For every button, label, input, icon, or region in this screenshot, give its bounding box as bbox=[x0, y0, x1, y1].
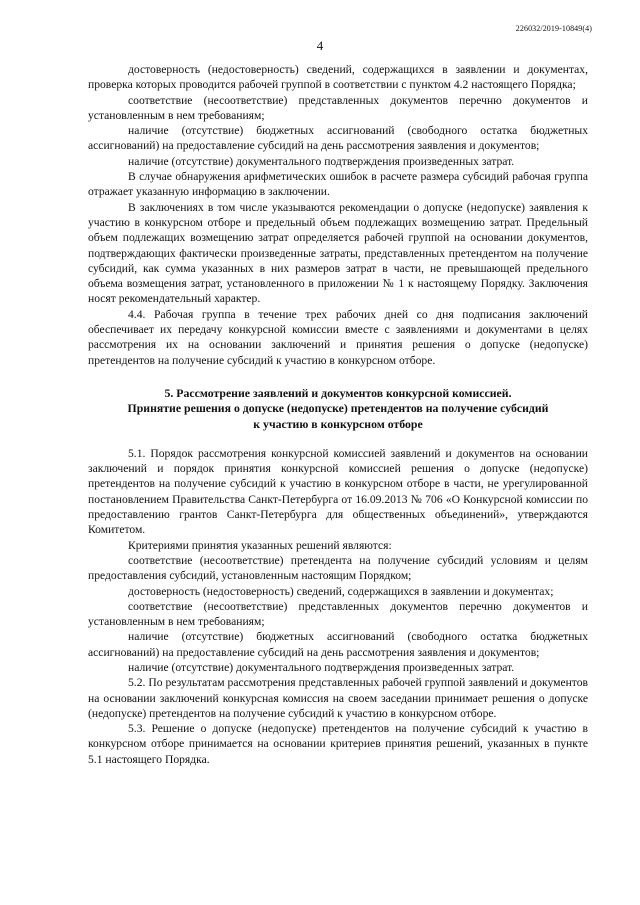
section-heading-line: к участию в конкурсном отборе bbox=[253, 416, 423, 431]
document-body bbox=[88, 62, 588, 767]
paragraph: соответствие (несоответствие) представленных документов перечню документов и установленным в нем требованиям; bbox=[88, 93, 588, 122]
document-number: 226032/2019-10849(4) bbox=[515, 24, 592, 33]
paragraph: Критериями принятия указанных решений являются: bbox=[128, 538, 392, 552]
paragraph: В случае обнаружения арифметических ошибок в расчете размера субсидий рабочая группа отражает указанную информацию в заключении. bbox=[88, 170, 588, 199]
paragraph: достоверность (недостоверность) сведений, содержащихся в заявлении и документах; bbox=[128, 584, 554, 598]
paragraph: наличие (отсутствие) документального подтверждения произведенных затрат. bbox=[128, 660, 515, 674]
paragraph: наличие (отсутствие) документального подтверждения произведенных затрат. bbox=[128, 154, 515, 168]
paragraph: наличие (отсутствие) бюджетных ассигнований (свободного остатка бюджетных ассигнований) на предоставление субсидий на день рассмотрения заявления и документов; bbox=[88, 124, 588, 153]
paragraph: соответствие (несоответствие) представленных документов перечню документов и установленным в нем требованиям; bbox=[88, 599, 588, 629]
paragraph: 5.1. Порядок рассмотрения конкурсной комиссией заявлений и документов на основании заключений и порядок принятия конкурсной комиссией решения о допуске (недопуске) претендентов на получение субсидий к участию в конкурсном отборе в части, не урегулированной постановлением Правительства Санкт-Петербурга от 16.09.2013 № 706 «О Конкурсной комиссии по предоставлению грантов Санкт-Петербурга для общественных объединений», утверждаются Комитетом. bbox=[88, 446, 588, 537]
section-heading-line: Принятие решения о допуске (недопуске) претендентов на получение субсидий bbox=[127, 401, 549, 416]
section-heading bbox=[88, 386, 588, 432]
paragraph: 4.4. Рабочая группа в течение трех рабочих дней со дня подписания заключений обеспечивает их передачу конкурсной комиссии вместе с заявлениями и документами в целях рассмотрения их на основании заключений и принятия решения о допуске (недопуске) претендентов на получение субсидий к участию в конкурсном отборе. bbox=[88, 307, 588, 367]
page-number: 4 bbox=[316, 38, 324, 53]
paragraph: 5.2. По результатам рассмотрения представленных рабочей группой заявлений и документов на основании заключений конкурсная комиссия на своем заседании принимает решения о допуске (недопуске) претендентов на получение субсидий к участию в конкурсном отборе. bbox=[88, 676, 588, 720]
paragraph: соответствие (несоответствие) претендента на получение субсидий условиям и целям предоставления субсидий, установленным настоящим Порядком; bbox=[88, 553, 588, 583]
paragraph: 5.3. Решение о допуске (недопуске) претендентов на получение субсидий к участию в конкурсном отборе принимается на основании критериев принятия решений, указанных в пункте 5.1 настоящего Порядка. bbox=[88, 722, 588, 766]
paragraph: В заключениях в том числе указываются рекомендации о допуске (недопуске) заявления к участию в конкурсном отборе и предельный объем подлежащих возмещению затрат. Предельный объем подлежащих возмещению затрат определяется рабочей группой на основании документов, подтверждающих фактически произведенные затраты, представленных претендентом на получение субсидий, как сумма указанных в них размеров затрат в части, не превышающей предельного объема возмещения затрат, установленного в приложении № 1 к настоящему Порядку. Заключения носят рекомендательный характер. bbox=[88, 200, 588, 306]
paragraph: достоверность (недостоверность) сведений, содержащихся в заявлении и документах, проверка которых проводится рабочей группой в соответствии с пунктом 4.2 настоящего Порядка; bbox=[88, 63, 588, 92]
paragraph: наличие (отсутствие) бюджетных ассигнований (свободного остатка бюджетных ассигнований) на предоставление субсидий на день рассмотрения заявления и документов; bbox=[88, 630, 588, 659]
section-heading-line: 5. Рассмотрение заявлений и документов конкурсной комиссией. bbox=[164, 385, 512, 400]
